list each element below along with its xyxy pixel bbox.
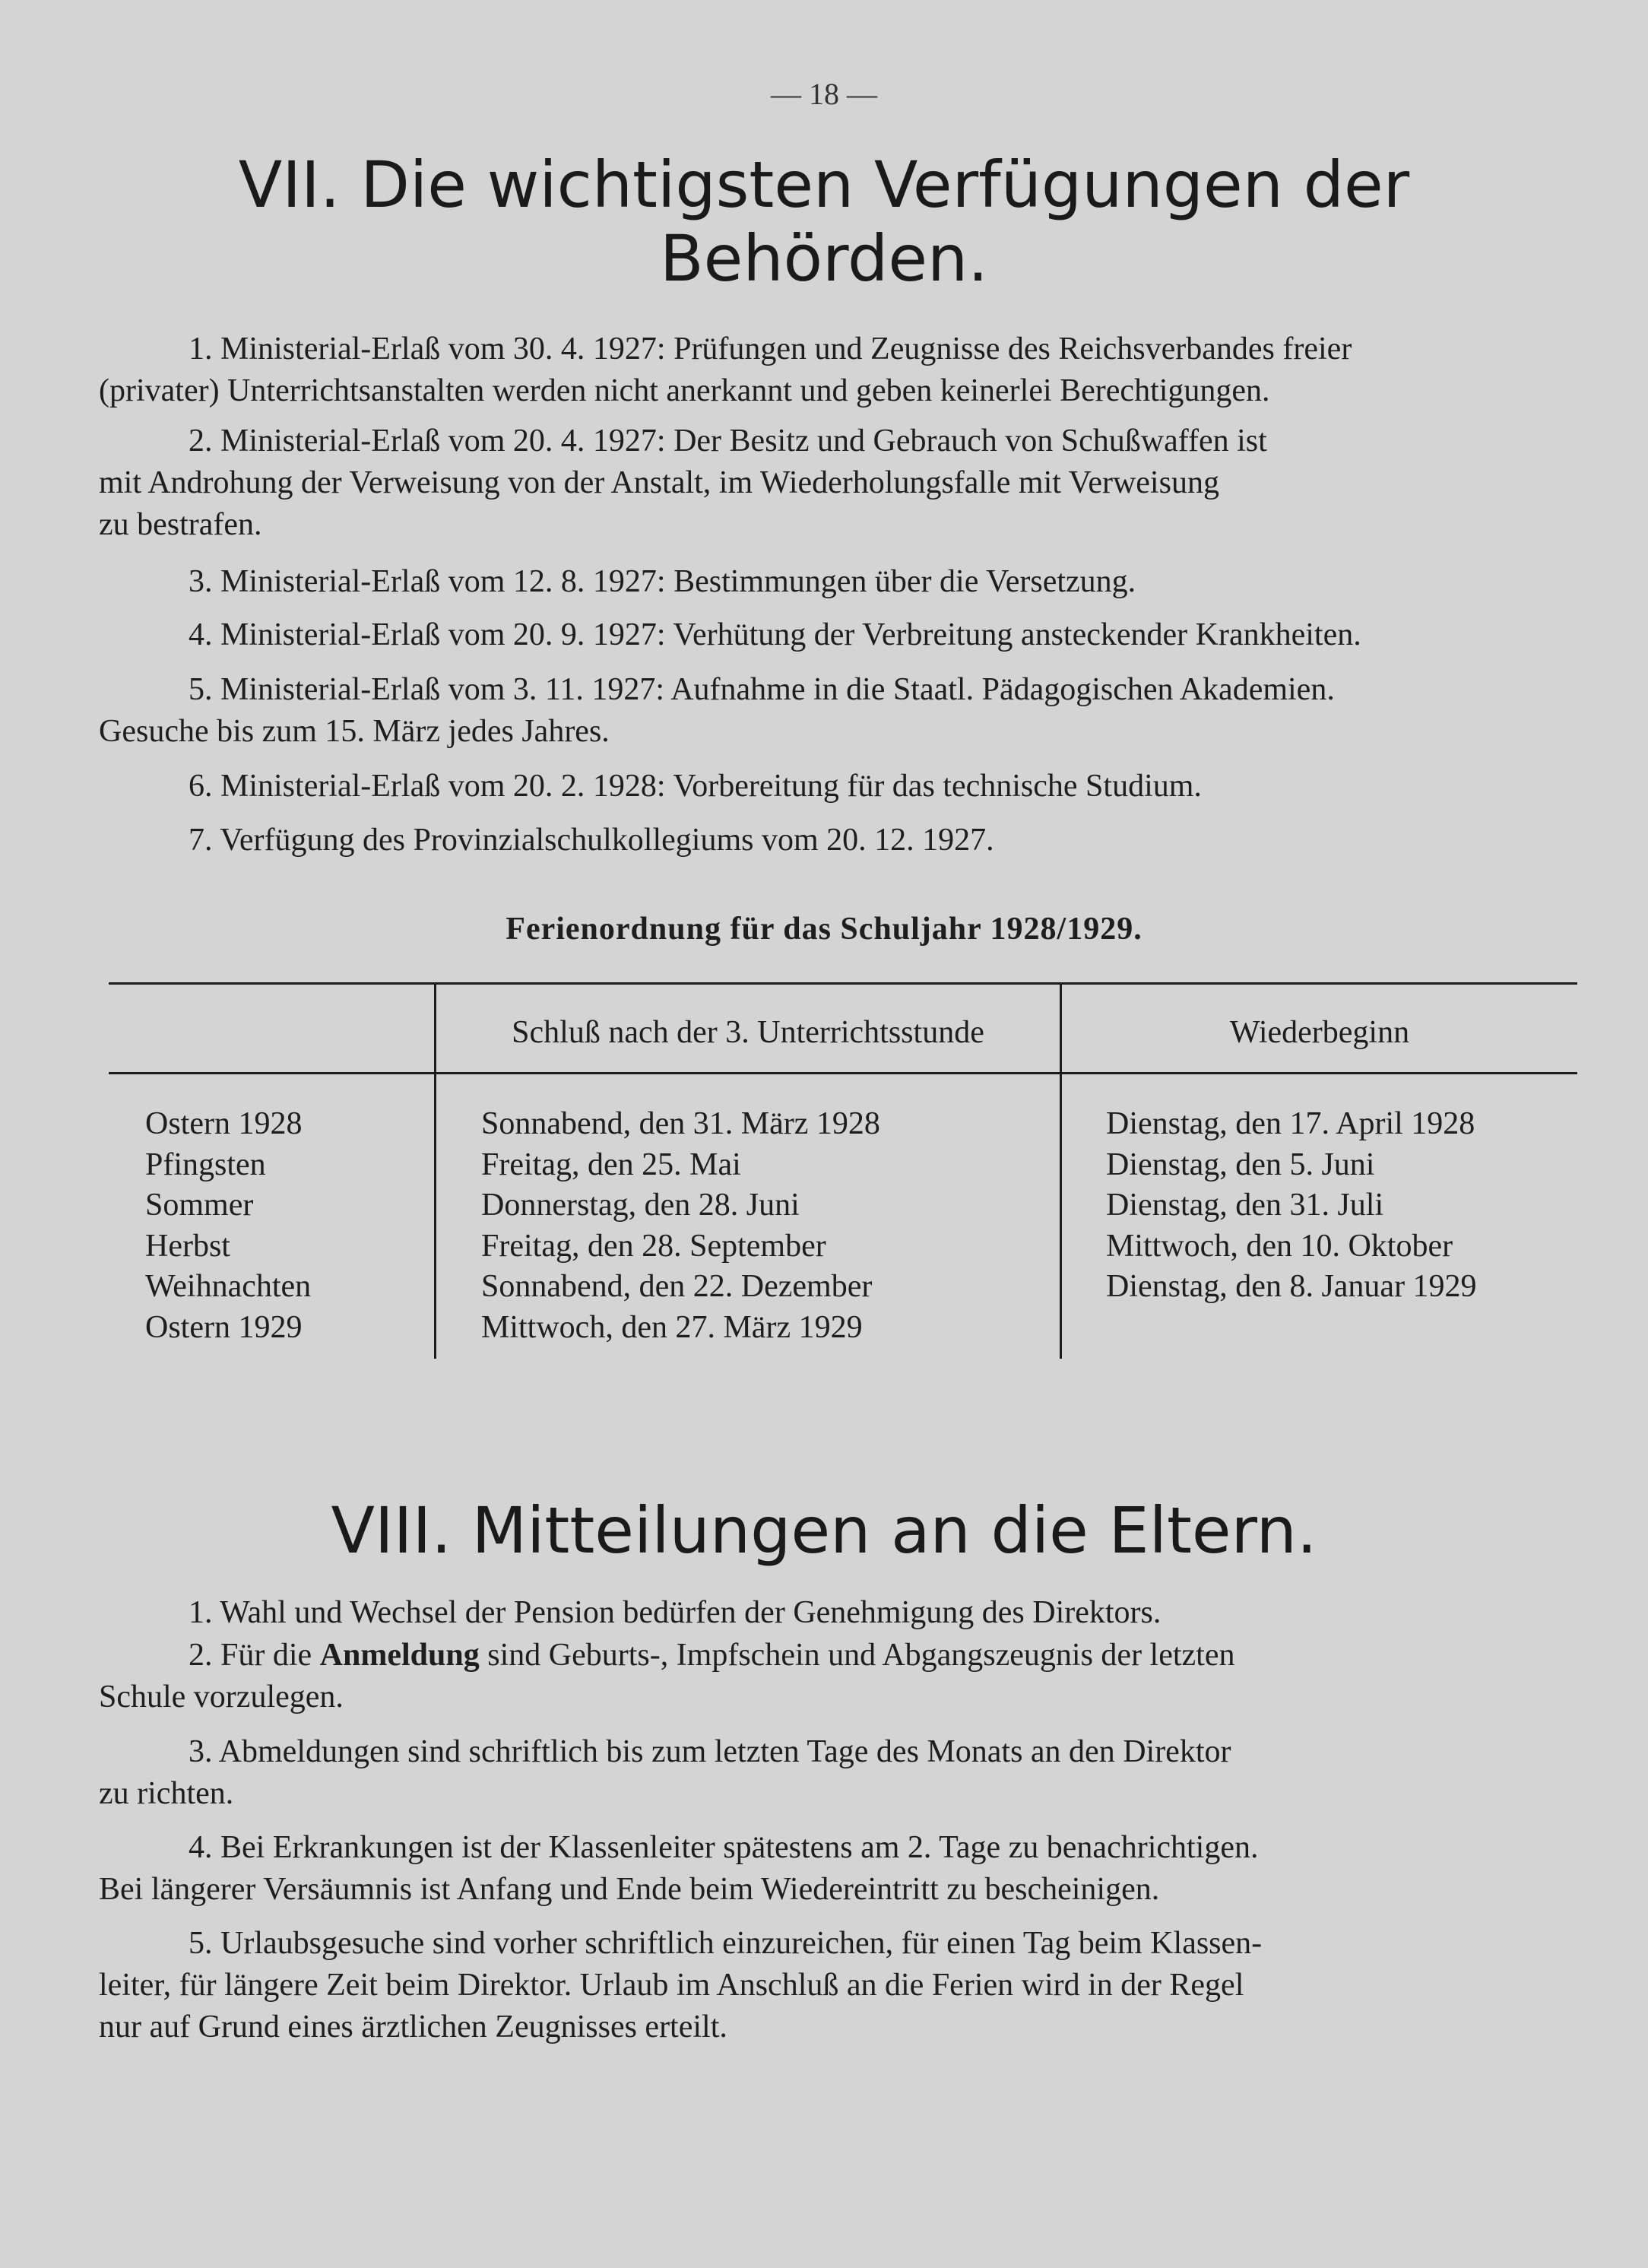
cell-end: Sonnabend, den 31. März 1928 <box>481 1106 880 1141</box>
item-line: 2. Ministerial-Erlaß vom 20. 4. 1927: Der Besitz und Gebrauch von Schußwaffen ist <box>189 423 1267 458</box>
section-vii-title <box>0 148 1648 295</box>
item-line: 6. Ministerial-Erlaß vom 20. 2. 1928: Vorbereitung für das technische Studium. <box>189 769 1202 804</box>
column-end <box>481 1104 880 1348</box>
table-rule-top <box>109 982 1577 985</box>
cell-end: Freitag, den 28. September <box>481 1228 826 1264</box>
item-line <box>99 1635 1235 1676</box>
notice-item-5 <box>99 1923 1581 2048</box>
cell-restart: Dienstag, den 31. Juli <box>1106 1188 1384 1223</box>
item-line: (privater) Unterrichtsanstalten werden nicht anerkannt und geben keinerlei Berechtigungen. <box>99 373 1270 408</box>
item-line: zu richten. <box>99 1776 234 1811</box>
item-line: leiter, für längere Zeit beim Direktor. Urlaub im Anschluß an die Ferien wird in der Regel <box>99 1968 1244 2003</box>
item-line: nur auf Grund eines ärztlichen Zeugnisses erteilt. <box>99 2009 727 2044</box>
list-item-2 <box>99 420 1581 546</box>
cell-holiday: Pfingsten <box>145 1147 266 1182</box>
item-line: 4. Ministerial-Erlaß vom 20. 9. 1927: Verhütung der Verbreitung ansteckender Krankheiten. <box>189 617 1361 652</box>
section-vii-title-line2: Behörden. <box>660 220 988 296</box>
column-restart <box>1106 1104 1477 1348</box>
cell-holiday: Weihnachten <box>145 1269 312 1304</box>
item-line: Bei längerer Versäumnis ist Anfang und Ende beim Wiedereintritt zu bescheinigen. <box>99 1872 1160 1907</box>
item-line: mit Androhung der Verweisung von der Anstalt, im Wiederholungsfalle mit Verweisung <box>99 465 1219 500</box>
item-line: 5. Urlaubsgesuche sind vorher schriftlich einzureichen, für einen Tag beim Klassen- <box>189 1926 1263 1961</box>
cell-end: Mittwoch, den 27. März 1929 <box>481 1309 863 1345</box>
table-rule-header <box>109 1072 1577 1074</box>
table-title: Ferienordnung für das Schuljahr 1928/1929. <box>505 912 1143 947</box>
item-line: 3. Abmeldungen sind schriftlich bis zum letzten Tage des Monats an den Direktor <box>189 1734 1231 1769</box>
cell-end: Donnerstag, den 28. Juni <box>481 1188 800 1223</box>
item-line: 1. Wahl und Wechsel der Pension bedürfen der Genehmigung des Direktors. <box>189 1595 1162 1630</box>
header-restart: Wiederbeginn <box>1229 1015 1410 1050</box>
cell-restart: Dienstag, den 8. Januar 1929 <box>1106 1269 1477 1304</box>
notice-item-3 <box>99 1731 1581 1815</box>
item-line: zu bestrafen. <box>99 507 262 542</box>
item-line: Schule vorzulegen. <box>99 1680 344 1714</box>
item-line: 3. Ministerial-Erlaß vom 12. 8. 1927: Bestimmungen über die Versetzung. <box>189 564 1136 599</box>
item-line: 1. Ministerial-Erlaß vom 30. 4. 1927: Prüfungen und Zeugnisse des Reichsverbandes freier <box>189 331 1352 366</box>
section-viii-title: VIII. Mitteilungen an die Eltern. <box>331 1493 1317 1568</box>
cell-holiday: Ostern 1928 <box>145 1106 303 1141</box>
cell-restart <box>1106 1308 1477 1349</box>
cell-restart: Dienstag, den 17. April 1928 <box>1106 1106 1475 1141</box>
anmeldung-keyword: Anmeldung <box>319 1638 480 1673</box>
item-line: 4. Bei Erkrankungen ist der Klassenleiter spätestens am 2. Tage zu benachrichtigen. <box>189 1830 1259 1865</box>
notice-item-4 <box>99 1827 1581 1911</box>
list-item-6 <box>99 766 1581 807</box>
item-text: 2. Für die <box>189 1638 320 1673</box>
list-item-5 <box>99 669 1581 753</box>
item-line: 7. Verfügung des Provinzialschulkollegiums vom 20. 12. 1927. <box>189 823 994 858</box>
item-text: sind Geburts-, Impfschein und Abgangszeugnis der letzten <box>479 1638 1235 1673</box>
notice-item-1 <box>99 1592 1581 1634</box>
item-line: Gesuche bis zum 15. März jedes Jahres. <box>99 714 610 749</box>
page-number: — 18 — <box>771 77 877 111</box>
section-vii-title-line1: VII. Die wichtigsten Verfügungen der <box>238 147 1410 222</box>
list-item-1 <box>99 328 1581 412</box>
holiday-table <box>109 982 1577 1359</box>
list-item-7 <box>99 820 1581 861</box>
cell-end: Freitag, den 25. Mai <box>481 1147 741 1182</box>
cell-restart: Dienstag, den 5. Juni <box>1106 1147 1375 1182</box>
header-end: Schluß nach der 3. Unterrichtsstunde <box>512 1015 984 1050</box>
list-item-3 <box>99 561 1581 603</box>
cell-holiday: Herbst <box>145 1228 230 1264</box>
cell-end: Sonnabend, den 22. Dezember <box>481 1269 873 1304</box>
cell-holiday: Ostern 1929 <box>145 1309 303 1345</box>
column-holiday <box>145 1104 311 1348</box>
notice-item-2 <box>99 1635 1581 1718</box>
cell-holiday: Sommer <box>145 1188 254 1223</box>
cell-restart: Mittwoch, den 10. Oktober <box>1106 1228 1453 1264</box>
list-item-4 <box>99 614 1581 656</box>
item-line: 5. Ministerial-Erlaß vom 3. 11. 1927: Aufnahme in die Staatl. Pädagogischen Akademien. <box>189 672 1335 707</box>
